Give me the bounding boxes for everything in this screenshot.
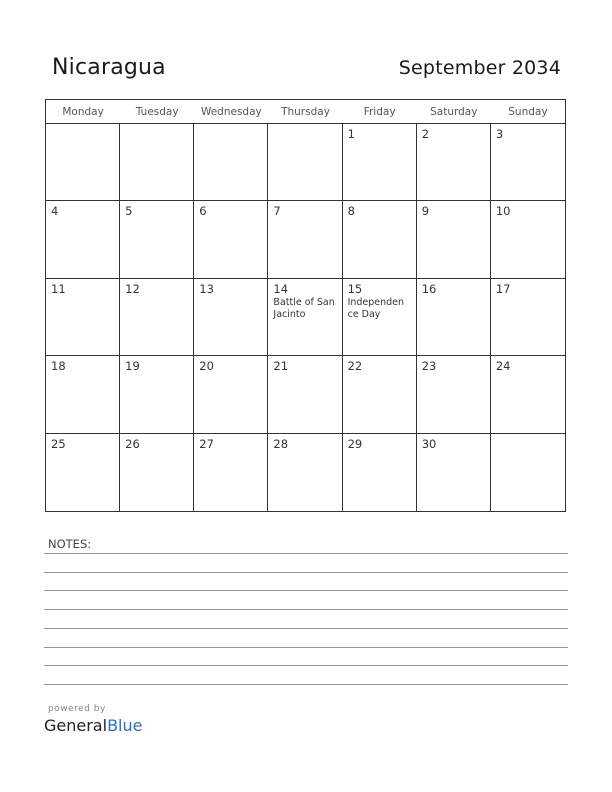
day-cell [46,434,120,511]
day-number: 22 [347,359,363,374]
day-number: 30 [421,436,437,451]
day-number: 27 [199,436,214,451]
holiday-label: Battle of San Jacinto [273,296,335,320]
day-number: 24 [495,359,511,374]
day-number: 13 [199,281,214,296]
notes-line [44,647,568,648]
day-cell [268,124,342,201]
day-number: 14 [273,281,289,296]
brand-logo-blue: Blue [107,716,143,735]
day-cell [46,124,120,201]
day-cell [268,279,342,356]
day-number: 21 [273,359,289,374]
calendar-grid [45,99,566,512]
day-cell [46,356,120,433]
day-cell [268,434,342,511]
day-cell [194,356,268,433]
day-number: 7 [273,204,281,219]
notes-line [44,609,568,610]
holiday-label: Independen ce Day [347,296,405,320]
day-number: 20 [199,359,214,374]
day-number: 10 [495,204,511,219]
weekday-header: Thursday [268,100,342,124]
day-number: 1 [347,127,355,141]
day-number: 28 [273,436,289,451]
day-cell [194,434,268,511]
day-cell [46,201,120,278]
weekday-header: Monday [46,100,120,124]
day-number: 23 [421,359,437,374]
day-cell [194,124,268,201]
day-cell [46,279,120,356]
day-number: 17 [495,281,511,296]
notes-label: NOTES: [48,537,92,551]
notes-line [44,590,568,591]
notes-line [44,665,568,666]
day-cell [417,356,491,433]
day-number: 5 [125,204,133,219]
day-number: 4 [51,204,59,219]
day-number: 11 [51,281,66,296]
notes-line [44,684,568,685]
day-cell [194,279,268,356]
day-cell [343,124,417,201]
day-cell [343,356,417,433]
notes-line [44,572,568,573]
day-number: 29 [347,436,363,451]
notes-line [44,628,568,629]
month-title: September 2034 [398,57,561,79]
day-cell [417,201,491,278]
day-cell [343,279,417,356]
weekday-header: Wednesday [194,100,268,124]
brand-logo [44,716,142,735]
day-number: 9 [421,204,430,219]
day-cell [491,356,565,433]
day-cell [491,201,565,278]
day-cell [491,124,565,201]
day-cell [120,356,194,433]
powered-by-text: powered by [48,704,106,714]
day-cell [120,124,194,201]
day-number: 15 [347,281,363,296]
weekday-header: Friday [343,100,417,124]
day-cell [417,279,491,356]
day-number: 8 [347,204,355,219]
day-cell [268,356,342,433]
day-cell [120,201,194,278]
day-cell [120,279,194,356]
day-number: 19 [125,359,140,374]
day-cell [120,434,194,511]
day-number: 25 [51,436,66,451]
day-number: 2 [421,127,430,141]
day-cell [491,279,565,356]
day-cell [417,124,491,201]
day-cell [491,434,565,511]
day-number: 16 [421,281,437,296]
weekday-header: Tuesday [120,100,194,124]
day-cell [194,201,268,278]
weekday-header: Sunday [491,100,565,124]
day-cell [268,201,342,278]
day-number: 3 [495,127,504,141]
country-title: Nicaragua [52,55,166,80]
day-number: 18 [51,359,66,374]
day-number: 26 [125,436,140,451]
day-cell [343,201,417,278]
day-cell [417,434,491,511]
weekday-header: Saturday [417,100,491,124]
day-number: 12 [125,281,140,296]
notes-line [44,553,568,554]
brand-logo-general: General [44,716,108,735]
day-cell [343,434,417,511]
day-number: 6 [199,204,207,219]
